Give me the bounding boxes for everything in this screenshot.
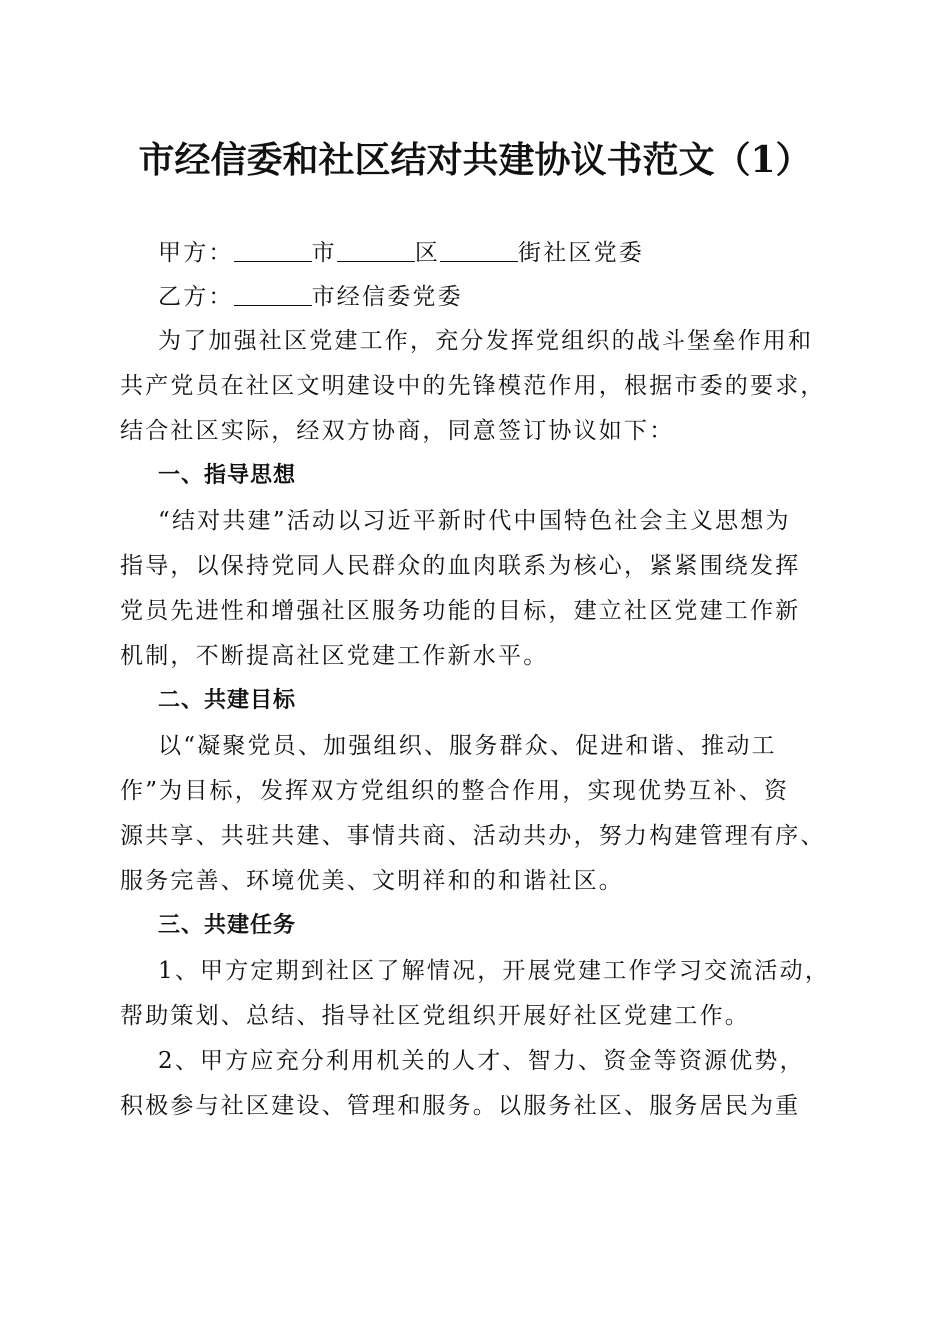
section3-line: 2、甲方应充分利用机关的人才、智力、资金等资源优势， (158, 1048, 805, 1074)
party-a-city: 市 (311, 240, 337, 266)
section2-line: 作”为目标，发挥双方党组织的整合作用，实现优势互补、资 (120, 778, 790, 804)
party-b-unit: 市经信委党委 (311, 284, 463, 310)
blank-field (234, 241, 312, 262)
section1-line: 机制，不断提高社区党建工作新水平。 (120, 643, 549, 669)
party-a-district: 区 (414, 240, 441, 266)
party-a-line (158, 238, 878, 268)
party-a-street: 街社区党委 (518, 240, 645, 266)
intro-line: 为了加强社区党建工作，充分发挥党组织的战斗堡垒作用和 (158, 328, 814, 354)
intro-line: 结合社区实际，经双方协商，同意签订协议如下： (120, 418, 675, 444)
document-title: 市经信委和社区结对共建协议书范文（1） (138, 139, 812, 181)
section3-line: 积极参与社区建设、管理和服务。以服务社区、服务居民为重 (120, 1093, 801, 1119)
party-a-label: 甲方： (158, 240, 234, 266)
blank-field (337, 241, 415, 262)
section2-line: 服务完善、环境优美、文明祥和的和谐社区。 (120, 868, 624, 894)
party-b-label: 乙方： (158, 284, 234, 310)
section3-line: 帮助策划、总结、指导社区党组织开展好社区党建工作。 (120, 1003, 750, 1029)
section-heading-guiding-thought: 一、指导思想 (158, 463, 297, 488)
section-heading-tasks: 三、共建任务 (158, 913, 297, 938)
section1-line: “结对共建”活动以习近平新时代中国特色社会主义思想为 (158, 508, 791, 534)
section1-line: 指导，以保持党同人民群众的血肉联系为核心，紧紧围绕发挥 (120, 553, 801, 579)
blank-field (234, 285, 312, 306)
party-b-line (158, 282, 878, 312)
section2-line: 以“凝聚党员、加强组织、服务群众、促进和谐、推动工 (158, 733, 777, 759)
section2-line: 源共享、共驻共建、事情共商、活动共办，努力构建管理有序、 (120, 823, 826, 849)
blank-field (440, 241, 518, 262)
section3-line: 1、甲方定期到社区了解情况，开展党建工作学习交流活动， (158, 958, 831, 984)
section1-line: 党员先进性和增强社区服务功能的目标，建立社区党建工作新 (120, 598, 801, 624)
intro-line: 共产党员在社区文明建设中的先锋模范作用，根据市委的要求， (120, 373, 826, 399)
section-heading-goals: 二、共建目标 (158, 688, 297, 713)
